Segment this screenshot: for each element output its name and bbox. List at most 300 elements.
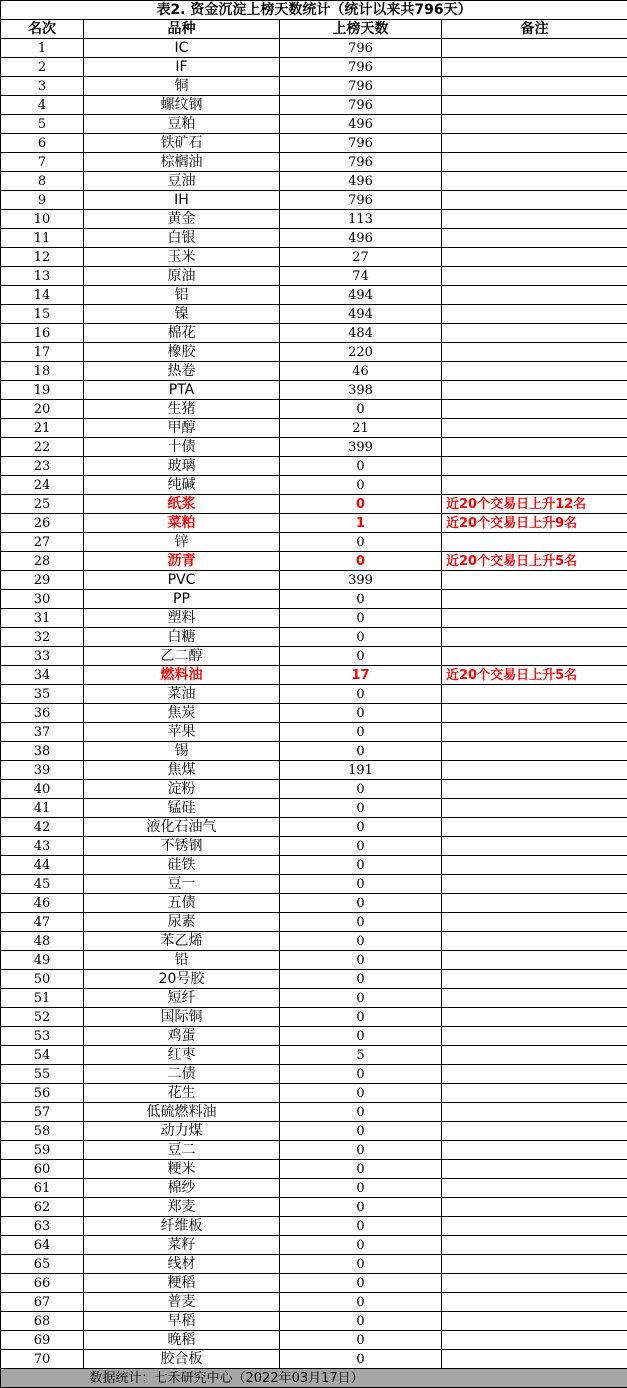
- table-row: [1, 932, 627, 951]
- table-row: [1, 1027, 627, 1046]
- days-cell: 796: [280, 134, 442, 153]
- days-cell: 17: [280, 666, 442, 685]
- rank-cell: 69: [1, 1331, 84, 1350]
- days-cell: 0: [280, 1350, 442, 1369]
- note-cell: [442, 609, 627, 628]
- rank-cell: 9: [1, 191, 84, 210]
- days-cell: 399: [280, 438, 442, 457]
- name-cell: IH: [84, 191, 280, 210]
- rank-cell: 14: [1, 286, 84, 305]
- name-cell: 塑料: [84, 609, 280, 628]
- rank-cell: 4: [1, 96, 84, 115]
- rank-cell: 65: [1, 1255, 84, 1274]
- name-cell: IF: [84, 58, 280, 77]
- note-cell: [442, 1198, 627, 1217]
- note-cell: [442, 115, 627, 134]
- days-cell: 0: [280, 628, 442, 647]
- note-cell: [442, 894, 627, 913]
- table-row: [1, 818, 627, 837]
- name-cell: 五债: [84, 894, 280, 913]
- days-cell: 0: [280, 1312, 442, 1331]
- note-cell: [442, 1160, 627, 1179]
- header-note: 备注: [442, 20, 627, 39]
- table-row: [1, 305, 627, 324]
- table-title: 表2. 资金沉淀上榜天数统计（统计以来共796天）: [1, 1, 627, 20]
- note-cell: [442, 1331, 627, 1350]
- table-row: [1, 362, 627, 381]
- note-cell: [442, 1255, 627, 1274]
- days-cell: 0: [280, 1217, 442, 1236]
- rank-cell: 34: [1, 666, 84, 685]
- rank-cell: 55: [1, 1065, 84, 1084]
- rank-cell: 31: [1, 609, 84, 628]
- days-cell: 398: [280, 381, 442, 400]
- days-cell: 796: [280, 153, 442, 172]
- table-row: [1, 419, 627, 438]
- days-cell: 0: [280, 1084, 442, 1103]
- days-cell: 0: [280, 590, 442, 609]
- rank-cell: 47: [1, 913, 84, 932]
- rank-cell: 37: [1, 723, 84, 742]
- name-cell: 花生: [84, 1084, 280, 1103]
- rank-cell: 67: [1, 1293, 84, 1312]
- rank-cell: 24: [1, 476, 84, 495]
- note-cell: [442, 761, 627, 780]
- rank-cell: 2: [1, 58, 84, 77]
- table-row: [1, 989, 627, 1008]
- name-cell: 鸡蛋: [84, 1027, 280, 1046]
- note-cell: [442, 1274, 627, 1293]
- name-cell: 晚稻: [84, 1331, 280, 1350]
- note-cell: [442, 1312, 627, 1331]
- days-cell: 0: [280, 875, 442, 894]
- days-cell: 484: [280, 324, 442, 343]
- name-cell: 铅: [84, 951, 280, 970]
- table-row: [1, 115, 627, 134]
- rank-cell: 26: [1, 514, 84, 533]
- name-cell: 棉纱: [84, 1179, 280, 1198]
- rank-cell: 12: [1, 248, 84, 267]
- table-row: [1, 1350, 627, 1369]
- note-cell: [442, 58, 627, 77]
- table-row: [1, 343, 627, 362]
- table-row: [1, 1065, 627, 1084]
- days-cell: 113: [280, 210, 442, 229]
- rank-cell: 13: [1, 267, 84, 286]
- table-row: [1, 780, 627, 799]
- title-row: [1, 1, 627, 20]
- table-row: [1, 381, 627, 400]
- name-cell: 玻璃: [84, 457, 280, 476]
- name-cell: 豆粕: [84, 115, 280, 134]
- days-cell: 0: [280, 685, 442, 704]
- note-cell: [442, 628, 627, 647]
- note-cell: [442, 1008, 627, 1027]
- days-cell: 21: [280, 419, 442, 438]
- days-cell: 0: [280, 856, 442, 875]
- table-row: [1, 1217, 627, 1236]
- rank-cell: 33: [1, 647, 84, 666]
- name-cell: 纸浆: [84, 495, 280, 514]
- rank-cell: 49: [1, 951, 84, 970]
- name-cell: 镍: [84, 305, 280, 324]
- rank-cell: 53: [1, 1027, 84, 1046]
- note-cell: [442, 685, 627, 704]
- rank-cell: 5: [1, 115, 84, 134]
- days-cell: 0: [280, 704, 442, 723]
- header-days: 上榜天数: [280, 20, 442, 39]
- note-cell: [442, 39, 627, 58]
- name-cell: 20号胶: [84, 970, 280, 989]
- note-cell: [442, 1084, 627, 1103]
- rank-cell: 28: [1, 552, 84, 571]
- rank-cell: 62: [1, 1198, 84, 1217]
- days-cell: 0: [280, 894, 442, 913]
- name-cell: 豆油: [84, 172, 280, 191]
- name-cell: 沥青: [84, 552, 280, 571]
- table-row: [1, 77, 627, 96]
- name-cell: 橡胶: [84, 343, 280, 362]
- name-cell: 短纤: [84, 989, 280, 1008]
- name-cell: 液化石油气: [84, 818, 280, 837]
- days-cell: 0: [280, 457, 442, 476]
- name-cell: 低硫燃料油: [84, 1103, 280, 1122]
- rank-cell: 19: [1, 381, 84, 400]
- table-row: [1, 438, 627, 457]
- note-cell: [442, 324, 627, 343]
- header-row: [1, 20, 627, 39]
- table-row: [1, 1122, 627, 1141]
- name-cell: 尿素: [84, 913, 280, 932]
- name-cell: 原油: [84, 267, 280, 286]
- days-cell: 399: [280, 571, 442, 590]
- table-row: [1, 571, 627, 590]
- table-body: [1, 39, 627, 1369]
- note-cell: [442, 1350, 627, 1369]
- days-cell: 0: [280, 1103, 442, 1122]
- table-row: [1, 248, 627, 267]
- rank-cell: 51: [1, 989, 84, 1008]
- table-row: [1, 457, 627, 476]
- table-row: [1, 856, 627, 875]
- name-cell: 白银: [84, 229, 280, 248]
- days-cell: 496: [280, 229, 442, 248]
- days-cell: 494: [280, 286, 442, 305]
- days-cell: 0: [280, 818, 442, 837]
- note-cell: [442, 229, 627, 248]
- note-cell: [442, 267, 627, 286]
- days-cell: 0: [280, 476, 442, 495]
- note-cell: 近20个交易日上升9名: [442, 514, 627, 533]
- table-row: [1, 1179, 627, 1198]
- days-cell: 0: [280, 1274, 442, 1293]
- note-cell: [442, 875, 627, 894]
- table-row: [1, 1046, 627, 1065]
- name-cell: 乙二醇: [84, 647, 280, 666]
- rank-cell: 42: [1, 818, 84, 837]
- days-cell: 0: [280, 837, 442, 856]
- table-row: [1, 267, 627, 286]
- days-cell: 796: [280, 96, 442, 115]
- note-cell: [442, 970, 627, 989]
- table-row: [1, 210, 627, 229]
- rank-cell: 66: [1, 1274, 84, 1293]
- header-name: 品种: [84, 20, 280, 39]
- rank-cell: 41: [1, 799, 84, 818]
- note-cell: [442, 1046, 627, 1065]
- rank-cell: 6: [1, 134, 84, 153]
- note-cell: [442, 77, 627, 96]
- days-cell: 0: [280, 932, 442, 951]
- table-row: [1, 647, 627, 666]
- days-cell: 0: [280, 1122, 442, 1141]
- footer-row: [1, 1369, 627, 1388]
- table-row: [1, 1255, 627, 1274]
- rank-cell: 45: [1, 875, 84, 894]
- name-cell: 郑麦: [84, 1198, 280, 1217]
- note-cell: [442, 1103, 627, 1122]
- name-cell: 铝: [84, 286, 280, 305]
- note-cell: [442, 533, 627, 552]
- note-cell: [442, 343, 627, 362]
- name-cell: 豆二: [84, 1141, 280, 1160]
- note-cell: [442, 153, 627, 172]
- name-cell: 锌: [84, 533, 280, 552]
- note-cell: [442, 780, 627, 799]
- table-row: [1, 1198, 627, 1217]
- note-cell: [442, 913, 627, 932]
- table-row: [1, 970, 627, 989]
- note-cell: [442, 856, 627, 875]
- name-cell: PVC: [84, 571, 280, 590]
- days-cell: 0: [280, 533, 442, 552]
- rank-cell: 17: [1, 343, 84, 362]
- days-cell: 0: [280, 799, 442, 818]
- rank-cell: 57: [1, 1103, 84, 1122]
- note-cell: [442, 989, 627, 1008]
- days-cell: 496: [280, 115, 442, 134]
- table-row: [1, 628, 627, 647]
- rank-cell: 48: [1, 932, 84, 951]
- rank-cell: 7: [1, 153, 84, 172]
- table-row: [1, 723, 627, 742]
- table-row: [1, 58, 627, 77]
- table-row: [1, 324, 627, 343]
- days-cell: 0: [280, 970, 442, 989]
- note-cell: [442, 799, 627, 818]
- table-row: [1, 172, 627, 191]
- rank-cell: 59: [1, 1141, 84, 1160]
- note-cell: [442, 172, 627, 191]
- table-row: [1, 514, 627, 533]
- rank-cell: 30: [1, 590, 84, 609]
- days-cell: 796: [280, 191, 442, 210]
- note-cell: [442, 191, 627, 210]
- table-row: [1, 191, 627, 210]
- note-cell: [442, 419, 627, 438]
- table-row: [1, 875, 627, 894]
- note-cell: [442, 457, 627, 476]
- note-cell: [442, 1217, 627, 1236]
- rank-cell: 32: [1, 628, 84, 647]
- note-cell: [442, 476, 627, 495]
- note-cell: [442, 1236, 627, 1255]
- days-cell: 0: [280, 609, 442, 628]
- days-cell: 796: [280, 77, 442, 96]
- days-cell: 0: [280, 780, 442, 799]
- table-row: [1, 495, 627, 514]
- rank-cell: 36: [1, 704, 84, 723]
- name-cell: 铜: [84, 77, 280, 96]
- name-cell: 纯碱: [84, 476, 280, 495]
- days-cell: 0: [280, 951, 442, 970]
- note-cell: [442, 837, 627, 856]
- rank-cell: 23: [1, 457, 84, 476]
- name-cell: 早稻: [84, 1312, 280, 1331]
- name-cell: 焦炭: [84, 704, 280, 723]
- rank-cell: 56: [1, 1084, 84, 1103]
- rank-cell: 52: [1, 1008, 84, 1027]
- days-cell: 191: [280, 761, 442, 780]
- table-row: [1, 1312, 627, 1331]
- days-cell: 0: [280, 1179, 442, 1198]
- table-row: [1, 153, 627, 172]
- note-cell: 近20个交易日上升5名: [442, 666, 627, 685]
- days-cell: 0: [280, 400, 442, 419]
- table-row: [1, 1274, 627, 1293]
- rank-cell: 27: [1, 533, 84, 552]
- header-rank: 名次: [1, 20, 84, 39]
- table-row: [1, 400, 627, 419]
- rank-cell: 21: [1, 419, 84, 438]
- note-cell: [442, 1027, 627, 1046]
- note-cell: [442, 248, 627, 267]
- rank-cell: 54: [1, 1046, 84, 1065]
- table-row: [1, 837, 627, 856]
- days-cell: 0: [280, 647, 442, 666]
- name-cell: PP: [84, 590, 280, 609]
- note-cell: [442, 305, 627, 324]
- table-row: [1, 286, 627, 305]
- table-row: [1, 1160, 627, 1179]
- name-cell: 锡: [84, 742, 280, 761]
- rank-cell: 64: [1, 1236, 84, 1255]
- days-cell: 220: [280, 343, 442, 362]
- rank-cell: 10: [1, 210, 84, 229]
- name-cell: 国际铜: [84, 1008, 280, 1027]
- name-cell: 淀粉: [84, 780, 280, 799]
- name-cell: 锰硅: [84, 799, 280, 818]
- days-cell: 0: [280, 1293, 442, 1312]
- days-cell: 27: [280, 248, 442, 267]
- name-cell: 螺纹钢: [84, 96, 280, 115]
- table-row: [1, 476, 627, 495]
- name-cell: 热卷: [84, 362, 280, 381]
- note-cell: [442, 1179, 627, 1198]
- name-cell: PTA: [84, 381, 280, 400]
- rank-cell: 43: [1, 837, 84, 856]
- days-cell: 0: [280, 1027, 442, 1046]
- name-cell: 菜粕: [84, 514, 280, 533]
- rank-cell: 68: [1, 1312, 84, 1331]
- name-cell: 胶合板: [84, 1350, 280, 1369]
- name-cell: 生猪: [84, 400, 280, 419]
- days-cell: 0: [280, 1141, 442, 1160]
- days-cell: 0: [280, 913, 442, 932]
- name-cell: 焦煤: [84, 761, 280, 780]
- table-row: [1, 913, 627, 932]
- name-cell: 粳稻: [84, 1274, 280, 1293]
- name-cell: 豆一: [84, 875, 280, 894]
- note-cell: [442, 1141, 627, 1160]
- days-cell: 796: [280, 39, 442, 58]
- table-row: [1, 609, 627, 628]
- days-cell: 46: [280, 362, 442, 381]
- name-cell: 硅铁: [84, 856, 280, 875]
- note-cell: [442, 647, 627, 666]
- table-row: [1, 1084, 627, 1103]
- rank-cell: 35: [1, 685, 84, 704]
- note-cell: [442, 438, 627, 457]
- table-row: [1, 1293, 627, 1312]
- note-cell: [442, 400, 627, 419]
- name-cell: 粳米: [84, 1160, 280, 1179]
- name-cell: 菜籽: [84, 1236, 280, 1255]
- days-cell: 0: [280, 552, 442, 571]
- name-cell: 普麦: [84, 1293, 280, 1312]
- note-cell: [442, 286, 627, 305]
- table-row: [1, 1331, 627, 1350]
- days-cell: 496: [280, 172, 442, 191]
- name-cell: 玉米: [84, 248, 280, 267]
- rank-cell: 15: [1, 305, 84, 324]
- rank-cell: 60: [1, 1160, 84, 1179]
- name-cell: 二债: [84, 1065, 280, 1084]
- days-cell: 0: [280, 1255, 442, 1274]
- name-cell: 线材: [84, 1255, 280, 1274]
- table-row: [1, 761, 627, 780]
- name-cell: 棉花: [84, 324, 280, 343]
- note-cell: [442, 1293, 627, 1312]
- rank-cell: 1: [1, 39, 84, 58]
- days-cell: 0: [280, 1198, 442, 1217]
- note-cell: [442, 723, 627, 742]
- table-row: [1, 666, 627, 685]
- table-row: [1, 96, 627, 115]
- rank-cell: 44: [1, 856, 84, 875]
- rank-cell: 20: [1, 400, 84, 419]
- rank-cell: 58: [1, 1122, 84, 1141]
- name-cell: 菜油: [84, 685, 280, 704]
- table-row: [1, 1008, 627, 1027]
- days-cell: 0: [280, 742, 442, 761]
- rank-cell: 11: [1, 229, 84, 248]
- days-cell: 0: [280, 1008, 442, 1027]
- note-cell: [442, 932, 627, 951]
- table-row: [1, 685, 627, 704]
- note-cell: [442, 210, 627, 229]
- days-cell: 5: [280, 1046, 442, 1065]
- note-cell: [442, 96, 627, 115]
- note-cell: [442, 590, 627, 609]
- footer-spacer: [1, 1369, 84, 1388]
- table-row: [1, 894, 627, 913]
- table-row: [1, 1236, 627, 1255]
- name-cell: 红枣: [84, 1046, 280, 1065]
- days-cell: 0: [280, 1236, 442, 1255]
- name-cell: 十债: [84, 438, 280, 457]
- table-row: [1, 229, 627, 248]
